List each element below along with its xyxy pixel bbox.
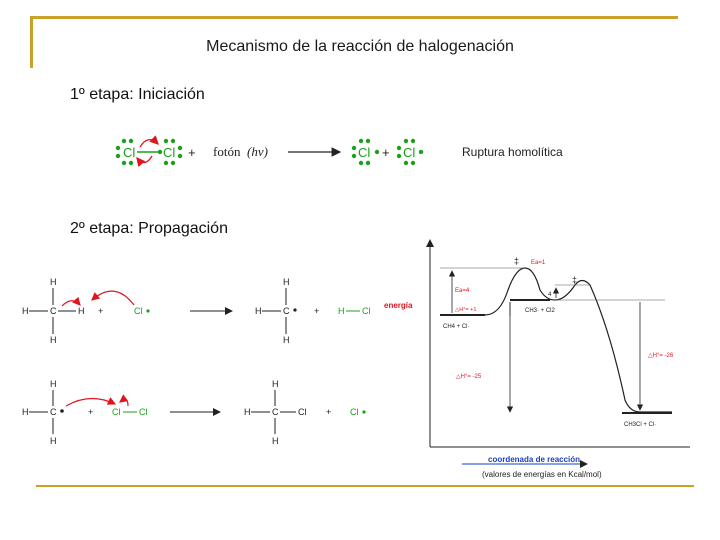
atom-c: C — [272, 407, 279, 417]
atom-h: H — [22, 306, 29, 316]
atom-c: C — [50, 407, 57, 417]
photon-hv: (hν) — [247, 144, 268, 159]
step2-heading: 2º etapa: Propagación — [70, 220, 228, 237]
plus-sign: + — [188, 145, 196, 160]
propagation-reaction-1 — [22, 277, 371, 345]
cl-atom-left: Cl — [123, 145, 136, 160]
cl-radical-1: Cl — [358, 145, 371, 160]
cl-radical: Cl — [350, 407, 359, 417]
cl-atom: Cl — [139, 407, 148, 417]
atom-c: C — [283, 306, 290, 316]
plus-sign: + — [326, 407, 332, 417]
transition-state-1: ‡ — [514, 256, 520, 266]
electron-arrow — [120, 400, 128, 406]
plus-sign-2: + — [382, 145, 390, 160]
atom-h-product: H — [338, 306, 345, 316]
plus-sign: + — [314, 306, 320, 316]
atom-h: H — [272, 379, 279, 389]
page-title: Mecanismo de la reacción de halogenación — [206, 38, 514, 55]
propagation-reaction-2 — [22, 379, 366, 446]
atom-h: H — [272, 436, 279, 446]
cl-atom: Cl — [112, 407, 121, 417]
plus-sign: + — [98, 306, 104, 316]
cl-atom-right: Cl — [163, 145, 176, 160]
activation-energy-2: Ea=1 — [531, 260, 546, 266]
step1-heading: 1º etapa: Iniciación — [70, 86, 205, 103]
atom-h: H — [283, 335, 290, 345]
atom-h: H — [78, 306, 85, 316]
cl-atom: Cl — [298, 407, 307, 417]
reaction-coordinate-label: coordenada de reacción — [488, 455, 581, 464]
hcl-cl: Cl — [362, 306, 371, 316]
cl-radical: Cl — [134, 306, 143, 316]
electron-arrow — [66, 398, 115, 406]
electron-arrow — [92, 291, 134, 305]
enthalpy-step1: △H°= +1 — [455, 307, 477, 313]
activation-energy-1: Ea=4 — [455, 288, 470, 294]
enthalpy-total: △H°= -25 — [456, 374, 482, 380]
species-reactants: CH4 + Cl· — [443, 324, 470, 330]
atom-h: H — [22, 407, 29, 417]
initiation-reaction — [116, 139, 423, 165]
mark-label: 4 — [548, 292, 552, 298]
energy-diagram — [384, 240, 690, 479]
atom-h: H — [255, 306, 262, 316]
species-intermediate: CH3· + Cl2 — [525, 308, 555, 314]
transition-state-2: ‡ — [572, 275, 578, 285]
atom-h: H — [50, 379, 57, 389]
atom-c: C — [50, 306, 57, 316]
energy-axis-label: energía — [384, 301, 413, 310]
units-label: (valores de energías en Kcal/mol) — [482, 470, 602, 479]
homolytic-note: Ruptura homolítica — [462, 145, 563, 159]
electron-arrow-1 — [140, 140, 158, 147]
atom-h: H — [50, 436, 57, 446]
atom-h: H — [50, 277, 57, 287]
electron-arrow-2 — [137, 156, 152, 163]
atom-h: H — [283, 277, 290, 287]
cl-radical-2: Cl — [403, 145, 416, 160]
species-products: CH3Cl + Cl· — [624, 422, 657, 428]
atom-h: H — [244, 407, 251, 417]
enthalpy-step2: △H°= -26 — [648, 353, 674, 359]
plus-sign: + — [88, 407, 94, 417]
atom-h: H — [50, 335, 57, 345]
photon-label: fotón — [213, 144, 241, 159]
